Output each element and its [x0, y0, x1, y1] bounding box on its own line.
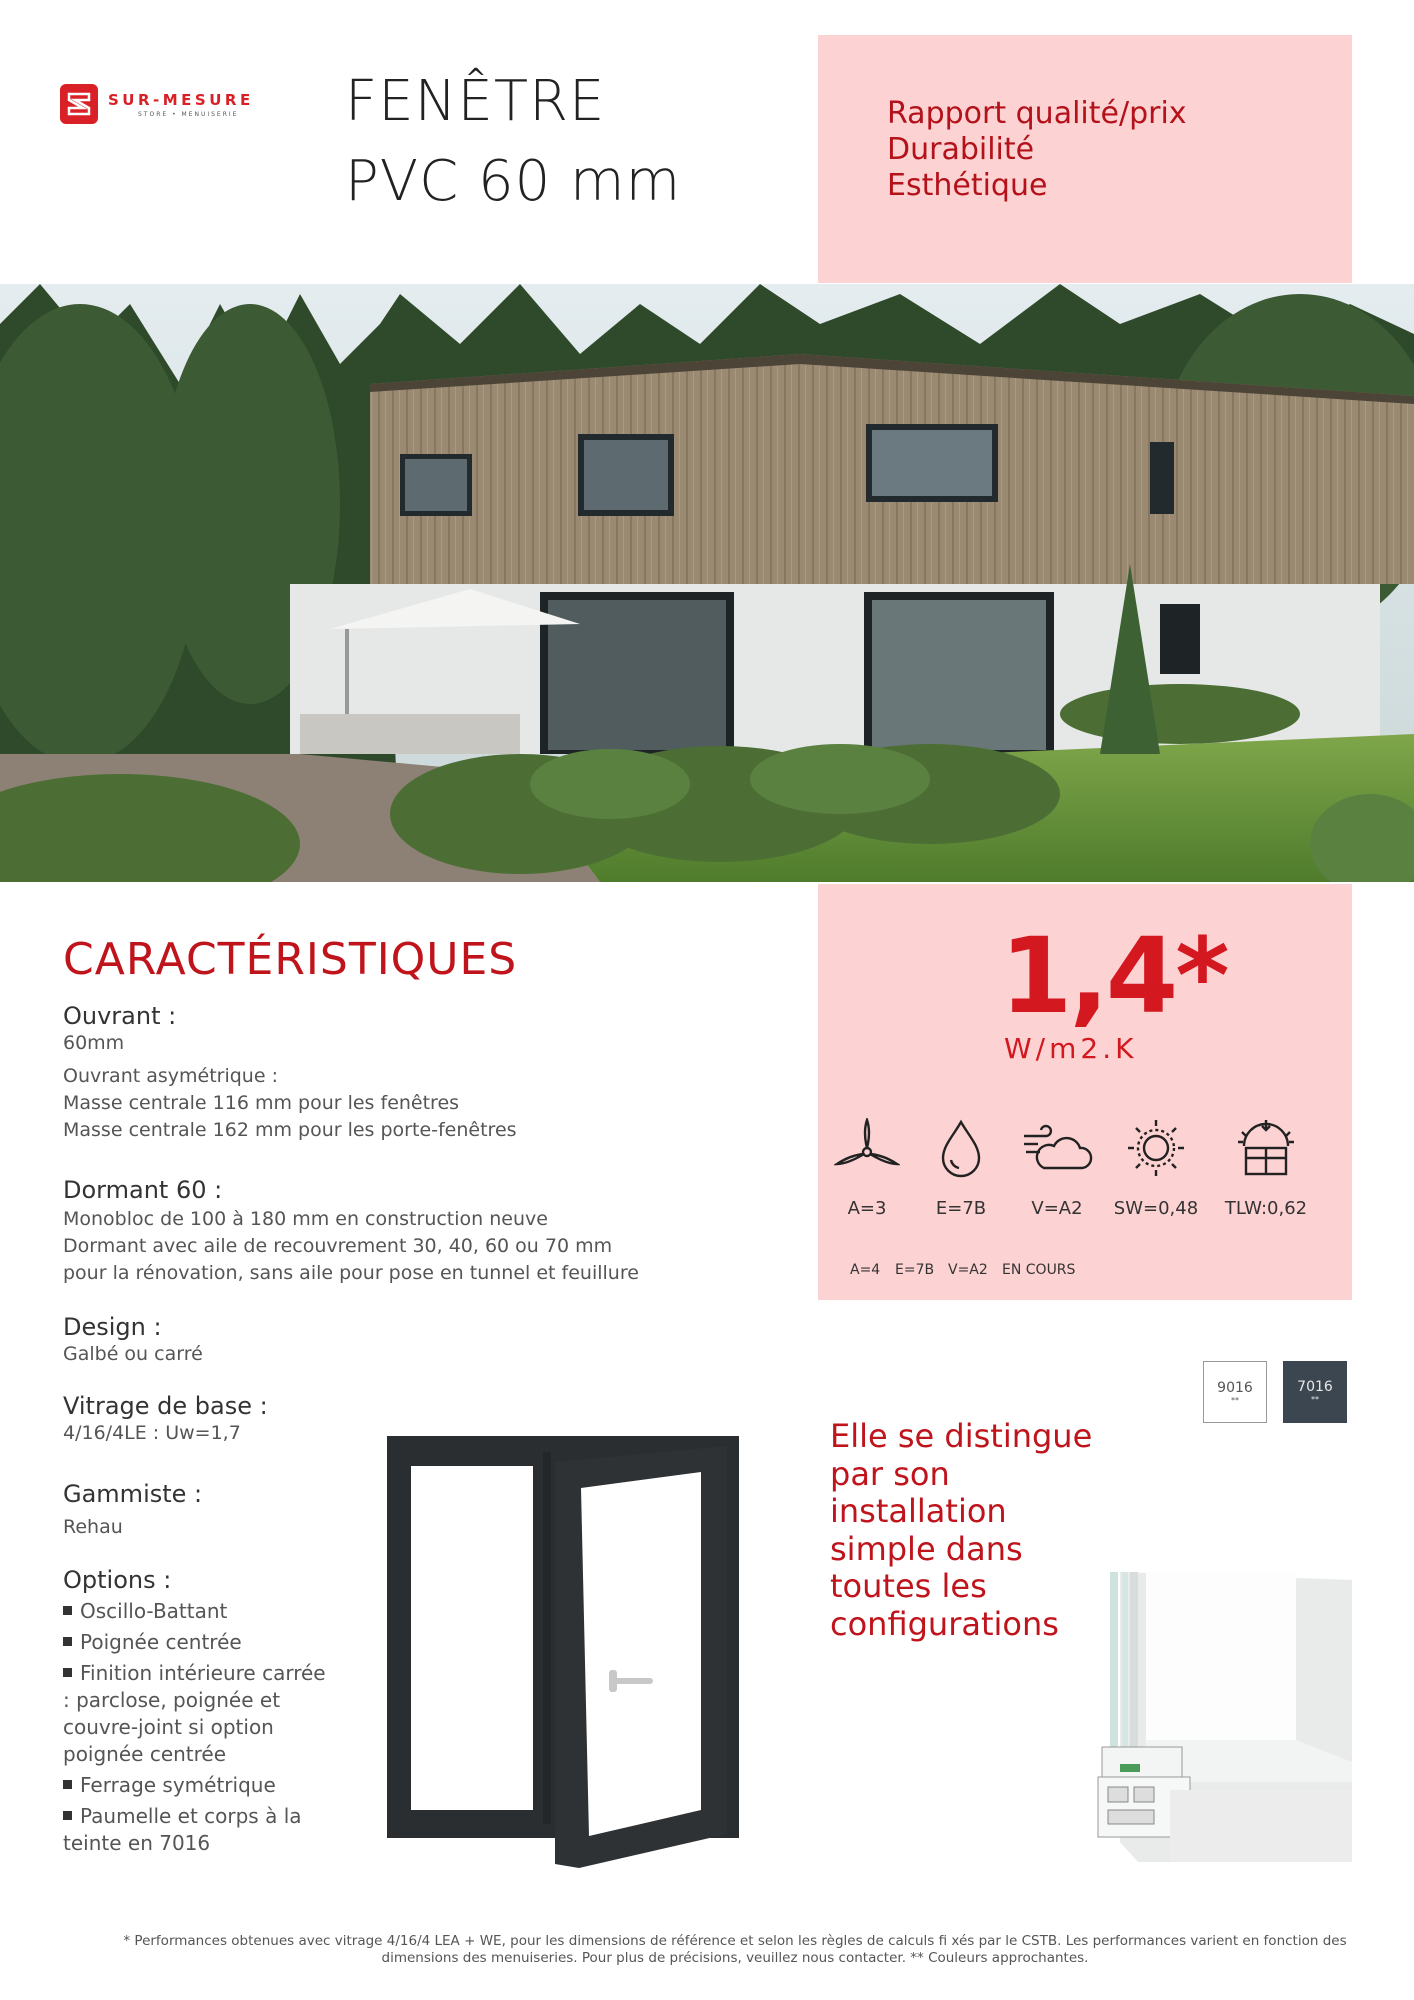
gammiste-title: Gammiste : [63, 1480, 203, 1508]
ouvrant-detail-line: Masse centrale 116 mm pour les fenêtres [63, 1092, 460, 1114]
wind-cloud-icon [1020, 1118, 1094, 1178]
gammiste-section [63, 1480, 202, 1541]
rating-water [911, 1118, 1011, 1219]
house-photo [0, 284, 1414, 882]
ouvrant-section [63, 1002, 763, 1144]
uw-unit: W/m2.K [1004, 1032, 1138, 1065]
benefit-item: Rapport qualité/prix [887, 96, 1187, 131]
vitrage-section [63, 1392, 268, 1447]
options-title: Options : [63, 1566, 172, 1594]
options-section [63, 1566, 328, 1861]
swatch-note: ** [1311, 1395, 1319, 1404]
uw-value: 1,4* [1000, 915, 1227, 1037]
characteristics-heading: CARACTÉRISTIQUES [63, 934, 518, 985]
dormant-title: Dormant 60 : [63, 1176, 223, 1204]
ouvrant-detail [63, 1063, 763, 1144]
dormant-line: pour la rénovation, sans aile pour pose en tunnel et feuillure [63, 1262, 639, 1284]
rating-label: E=7B [935, 1198, 987, 1219]
tagline-line: configurations [830, 1604, 1059, 1643]
tagline-line: installation [830, 1492, 1007, 1530]
ouvrant-value: 60mm [63, 1032, 125, 1054]
logo-mark-icon [60, 84, 98, 124]
secondary-rating: A=4 [850, 1262, 881, 1278]
title-line-1: FENÊTRE [345, 69, 606, 134]
title-line-2: PVC 60 mm [345, 149, 682, 214]
option-item: Finition intérieure carrée : parclose, poignée et couvre-joint si option poignée centrée [63, 1661, 326, 1766]
tagline-line: simple dans [830, 1529, 1023, 1568]
vitrage-title: Vitrage de base : [63, 1392, 268, 1420]
footnote: * Performances obtenues avec vitrage 4/16/4 LEA + WE, pour les dimensions de référence et selon les règles de calculs fi xés par le CSTB. Les performances varient en fonction des dimensions des menuiseries. Pour plus de précisions, veuillez nous contacter. ** Couleurs approchantes. [123, 1933, 1347, 1966]
ouvrant-title: Ouvrant : [63, 1002, 177, 1030]
option-item: Paumelle et corps à la teinte en 7016 [63, 1804, 302, 1855]
secondary-rating: V=A2 [948, 1262, 988, 1278]
dormant-line: Dormant avec aile de recouvrement 30, 40, 60 ou 70 mm [63, 1235, 613, 1257]
dormant-line: Monobloc de 100 à 180 mm en construction neuve [63, 1208, 548, 1230]
rating-label: A=3 [847, 1198, 887, 1219]
swatch-code: 7016 [1297, 1379, 1333, 1395]
rating-label: SW=0,48 [1113, 1198, 1199, 1219]
option-item: Oscillo-Battant [63, 1598, 328, 1625]
gammiste-value: Rehau [63, 1516, 123, 1538]
page-title [345, 62, 681, 222]
secondary-rating: EN COURS [1002, 1262, 1076, 1278]
rating-label: V=A2 [1031, 1198, 1083, 1219]
design-title: Design : [63, 1313, 162, 1341]
dormant-section [63, 1176, 783, 1287]
wind-turbine-icon [834, 1118, 900, 1178]
sun-icon [1126, 1118, 1186, 1178]
ouvrant-detail-line: Ouvrant asymétrique : [63, 1065, 278, 1087]
rating-label: TLW:0,62 [1224, 1198, 1308, 1219]
option-item: Poignée centrée [63, 1629, 328, 1656]
design-value: Galbé ou carré [63, 1343, 203, 1365]
tagline-line: Elle se distingue [830, 1417, 1093, 1455]
ouvrant-detail-line: Masse centrale 162 mm pour les porte-fenêtres [63, 1119, 517, 1141]
water-drop-icon [931, 1118, 991, 1178]
vitrage-value: 4/16/4LE : Uw=1,7 [63, 1422, 241, 1444]
design-section [63, 1313, 203, 1368]
secondary-rating: E=7B [895, 1262, 935, 1278]
color-swatch-7016 [1283, 1361, 1347, 1423]
window-product-image [383, 1432, 743, 1872]
option-item: Ferrage symétrique [63, 1772, 328, 1799]
rating-light [1216, 1118, 1316, 1219]
options-list [63, 1598, 328, 1857]
tagline-line: par son [830, 1454, 950, 1493]
rating-wind [1007, 1118, 1107, 1219]
rating-solar [1106, 1118, 1206, 1219]
installation-tagline [830, 1418, 1092, 1643]
brand-logo [60, 82, 300, 126]
benefit-item: Esthétique [887, 168, 1048, 203]
swatch-code: 9016 [1217, 1380, 1253, 1396]
swatch-note: ** [1231, 1396, 1239, 1405]
profile-section-image [1090, 1572, 1352, 1862]
benefits-list [887, 96, 1187, 204]
rating-air [817, 1118, 917, 1219]
light-through-window-icon [1236, 1118, 1296, 1178]
logo-name: SUR-MESURE [108, 90, 254, 109]
benefit-item: Durabilité [887, 132, 1035, 167]
color-swatch-9016 [1203, 1361, 1267, 1423]
logo-tagline: STORE • MENUISERIE [138, 110, 239, 118]
tagline-line: toutes les [830, 1567, 987, 1605]
